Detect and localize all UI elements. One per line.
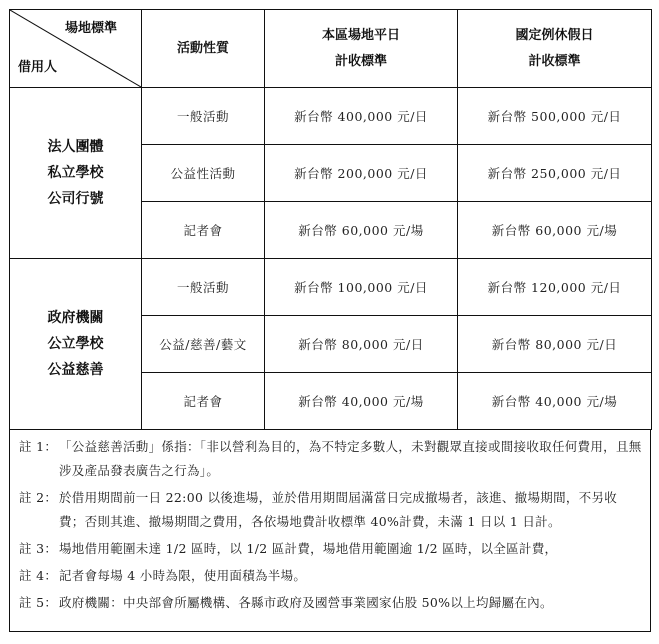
header-venue-standard: 場地標準 <box>64 21 117 36</box>
header-borrower: 借用人 <box>18 60 58 75</box>
weekday-price-cell: 新台幣 100,000 元/日 <box>265 259 458 316</box>
note-5 <box>19 591 642 615</box>
borrower-label: 公司行號 <box>47 191 104 207</box>
weekday-price-cell: 新台幣 200,000 元/日 <box>265 145 458 202</box>
header-holiday-line1: 國定例休假日 <box>515 27 594 43</box>
borrower-label: 法人團體 <box>47 139 104 155</box>
header-weekday-line2: 計收標準 <box>334 53 387 69</box>
note-4 <box>19 564 642 588</box>
holiday-price-cell: 新台幣 60,000 元/場 <box>458 202 652 259</box>
note-text: 於借用期間前一日 22:00 以後進場，並於借用期間屆滿當日完成撤場者，該進、撤場期間，不另收費；否則其進、撤場期間之費用，各依場地費計收標準 40%計費，未滿 1 日以 1 日計。 <box>59 490 618 529</box>
borrower-label: 私立學校 <box>47 165 104 181</box>
activity-cell: 一般活動 <box>142 88 265 145</box>
table-header-row <box>10 10 652 88</box>
activity-cell: 記者會 <box>142 373 265 430</box>
holiday-price-cell: 新台幣 250,000 元/日 <box>458 145 652 202</box>
table-row <box>10 259 652 316</box>
activity-cell: 公益性活動 <box>142 145 265 202</box>
header-weekday-rate <box>265 10 458 88</box>
note-3 <box>19 537 642 561</box>
borrower-label: 公益慈善 <box>47 362 104 378</box>
borrower-group-private <box>10 88 142 259</box>
activity-cell: 記者會 <box>142 202 265 259</box>
fee-schedule-document <box>9 9 651 632</box>
weekday-price-cell: 新台幣 80,000 元/日 <box>265 316 458 373</box>
header-activity-type <box>142 10 265 88</box>
note-label: 註 3： <box>19 541 58 556</box>
note-label: 註 1： <box>19 439 58 454</box>
header-holiday-rate <box>458 10 652 88</box>
note-text: 「公益慈善活動」係指：「非以營利為目的，為不特定多數人，未對觀眾直接或間接收取任何費用，且無涉及產品發表廣告之行為」。 <box>59 439 642 478</box>
table-row <box>10 88 652 145</box>
header-holiday-line2: 計收標準 <box>528 53 581 69</box>
diagonal-header-cell <box>10 10 142 88</box>
holiday-price-cell: 新台幣 80,000 元/日 <box>458 316 652 373</box>
note-label: 註 2： <box>19 490 58 505</box>
borrower-label: 政府機關 <box>47 310 104 326</box>
header-activity-label: 活動性質 <box>176 40 229 56</box>
note-1 <box>19 435 642 483</box>
note-text: 場地借用範圍未達 1/2 區時，以 1/2 區計費，場地借用範圍逾 1/2 區時，以全區計費， <box>59 541 558 556</box>
note-2 <box>19 486 642 534</box>
venue-fee-table <box>9 9 652 430</box>
holiday-price-cell: 新台幣 500,000 元/日 <box>458 88 652 145</box>
header-weekday-line1: 本區場地平日 <box>321 27 400 43</box>
weekday-price-cell: 新台幣 40,000 元/場 <box>265 373 458 430</box>
note-text: 記者會每場 4 小時為限，使用面積為半場。 <box>59 568 307 583</box>
note-text: 政府機關：中央部會所屬機構、各縣市政府及國營事業國家佔股 50%以上均歸屬在內。 <box>59 595 553 610</box>
holiday-price-cell: 新台幣 40,000 元/場 <box>458 373 652 430</box>
holiday-price-cell: 新台幣 120,000 元/日 <box>458 259 652 316</box>
borrower-label: 公立學校 <box>47 336 104 352</box>
note-label: 註 5： <box>19 595 58 610</box>
activity-cell: 公益/慈善/藝文 <box>142 316 265 373</box>
note-label: 註 4： <box>19 568 58 583</box>
weekday-price-cell: 新台幣 400,000 元/日 <box>265 88 458 145</box>
borrower-group-public <box>10 259 142 430</box>
activity-cell: 一般活動 <box>142 259 265 316</box>
weekday-price-cell: 新台幣 60,000 元/場 <box>265 202 458 259</box>
notes-section <box>9 430 651 632</box>
